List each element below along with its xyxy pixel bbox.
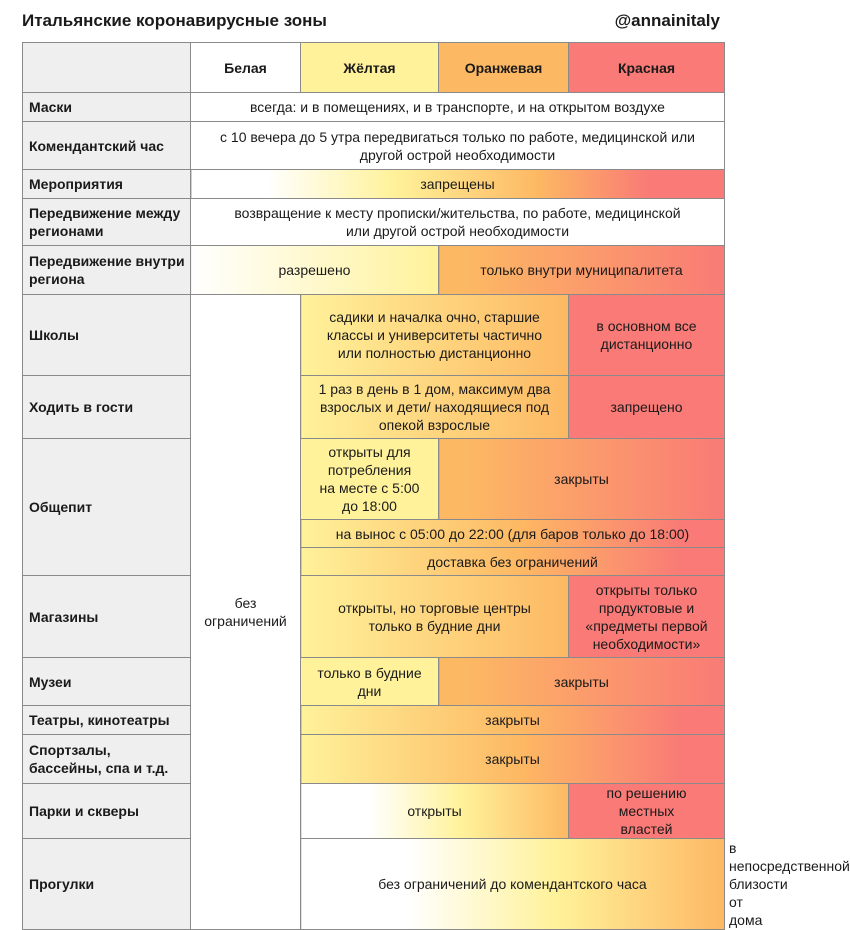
table-row: [23, 295, 725, 376]
row-label-curfew: Комендантский час: [23, 122, 191, 170]
row-label-visits: Ходить в гости: [23, 376, 191, 439]
schools-red: в основном все дистанционно: [569, 295, 725, 376]
table-row: [23, 735, 725, 784]
interregion-value: возвращение к месту прописки/жительства, по работе, медицинской или другой острой необходимости: [191, 199, 725, 246]
row-label-events: Мероприятия: [23, 170, 191, 199]
table-row: [23, 576, 725, 658]
row-label-schools: Школы: [23, 295, 191, 376]
food-orange-red: закрыты: [439, 439, 725, 520]
table-row: [23, 658, 725, 706]
row-label-parks: Парки и скверы: [23, 784, 191, 839]
visits-yellow-orange: 1 раз в день в 1 дом, максимум два взрослых и дети/ находящиеся под опекой взрослые: [301, 376, 569, 439]
zone-white-header: Белая: [191, 43, 301, 93]
intraregion-restricted: только внутри муниципалитета: [439, 246, 725, 295]
page-title: Итальянские коронавирусные зоны: [22, 11, 327, 30]
table-row: [23, 376, 725, 439]
shops-red: открыты только продуктовые и «предметы первой необходимости»: [569, 576, 725, 658]
table-header-row: [23, 43, 725, 93]
masks-value: всегда: и в помещениях, и в транспорте, и на открытом воздухе: [191, 93, 725, 122]
zone-red-header: Красная: [569, 43, 725, 93]
visits-red: запрещено: [569, 376, 725, 439]
table-row: [23, 439, 725, 520]
header-corner: [23, 43, 191, 93]
parks-open: открыты: [301, 784, 569, 839]
table-row: [23, 93, 725, 122]
events-value: запрещены: [191, 170, 725, 199]
zones-table: [22, 42, 850, 930]
header: [0, 0, 745, 42]
table-row: [23, 706, 725, 735]
row-label-theaters: Театры, кинотеатры: [23, 706, 191, 735]
row-label-museums: Музеи: [23, 658, 191, 706]
table-row: [23, 246, 725, 295]
row-label-interregion: Передвижение между регионами: [23, 199, 191, 246]
museums-yellow: только в будние дни: [301, 658, 439, 706]
food-delivery: доставка без ограничений: [301, 548, 725, 576]
row-label-masks: Маски: [23, 93, 191, 122]
walks-open: без ограничений до комендантского часа: [301, 839, 725, 930]
table-row: [23, 122, 725, 170]
row-label-food: Общепит: [23, 439, 191, 576]
museums-orange-red: закрыты: [439, 658, 725, 706]
row-label-gyms: Спортзалы, бассейны, спа и т.д.: [23, 735, 191, 784]
row-label-shops: Магазины: [23, 576, 191, 658]
table-row: [23, 199, 725, 246]
food-takeaway: на вынос с 05:00 до 22:00 (для баров только до 18:00): [301, 520, 725, 548]
white-zone-no-restrictions: без ограничений: [191, 295, 301, 930]
row-label-intraregion: Передвижение внутри региона: [23, 246, 191, 295]
table-row: [23, 784, 725, 839]
table-row: Прогулки без ограничений до комендантского часа в непосредственной близости от дома: [23, 839, 725, 930]
food-yellow: открыты для потребления на месте с 5:00 до 18:00: [301, 439, 439, 520]
zone-orange-header: Оранжевая: [439, 43, 569, 93]
parks-red: по решению местных властей: [569, 784, 725, 839]
table-row: [23, 170, 725, 199]
shops-yellow-orange: открыты, но торговые центры только в будние дни: [301, 576, 569, 658]
theaters-value: закрыты: [301, 706, 725, 735]
zone-yellow-header: Жёлтая: [301, 43, 439, 93]
row-label-walks: Прогулки: [23, 839, 191, 930]
gyms-value: закрыты: [301, 735, 725, 784]
intraregion-allowed: разрешено: [191, 246, 439, 295]
schools-yellow-orange: садики и началка очно, старшие классы и университеты частично или полностью дистанционно: [301, 295, 569, 376]
curfew-value: с 10 вечера до 5 утра передвигаться только по работе, медицинской или другой острой необходимости: [191, 122, 725, 170]
author-handle: @annainitaly: [614, 11, 720, 30]
